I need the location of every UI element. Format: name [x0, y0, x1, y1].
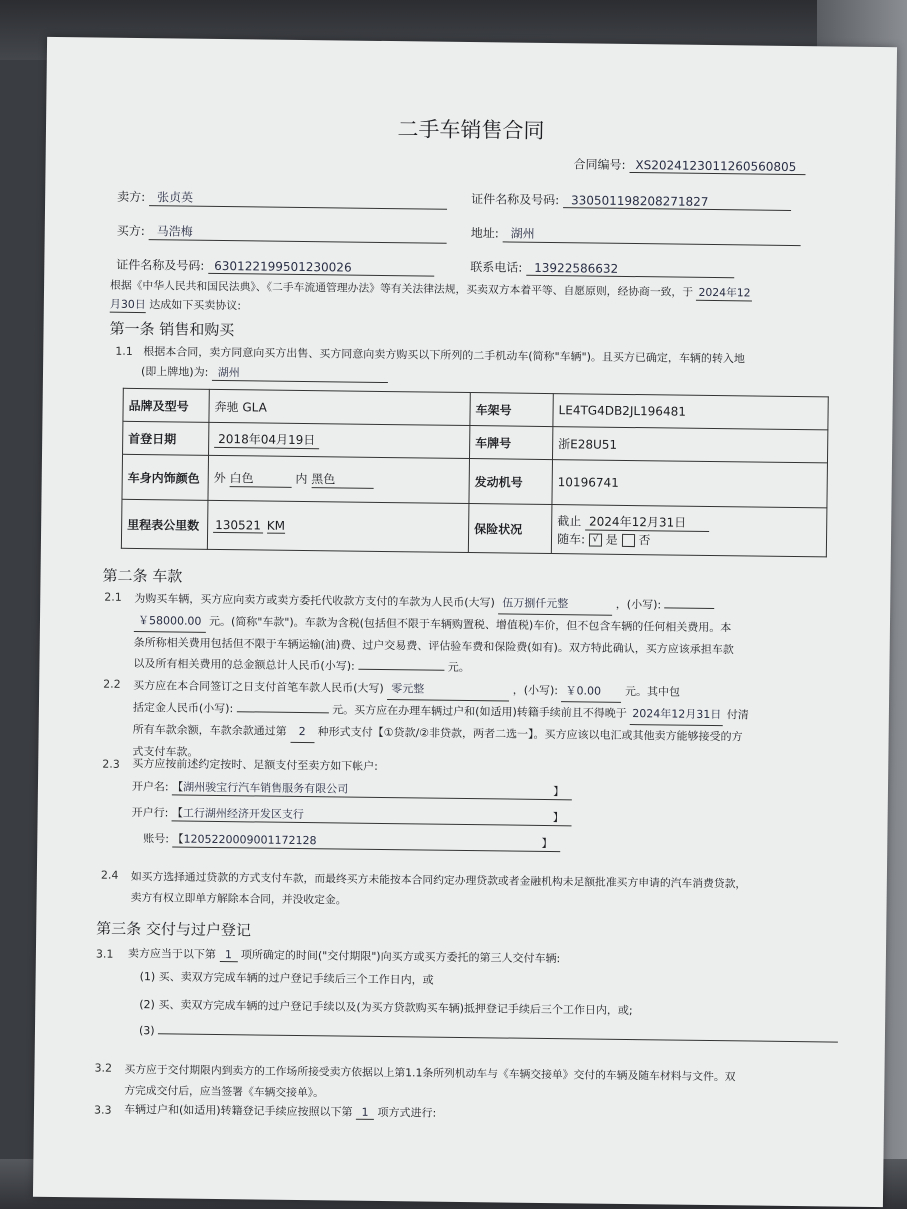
clause-3-3-number: 3.3 [93, 1103, 112, 1117]
color-label: 车身内饰颜色 [122, 454, 209, 500]
clause-2-1-line3: 条所称相关费用包括但不限于车辆运输(油)费、过户交易费、评估验车费和保险费(如有)。双方特此确认，买方应该承担车款 [133, 635, 734, 657]
option-3-blank [158, 1033, 838, 1042]
seller-id-label: 证件名称及号码: [471, 192, 560, 208]
option-3-label: (3) [138, 1024, 155, 1038]
clause-2-4-number: 2.4 [100, 868, 119, 882]
insurance-until-value: 2024年12月31日 [585, 512, 709, 532]
buyer-id-value: 630122199501230026 [208, 259, 434, 277]
with-car-label: 随车: [556, 531, 586, 546]
clause-2-2-line4: 式支付车款。 [132, 744, 199, 759]
clause-3-2-line1: 买方应于交付期限内到卖方的工作场所接受卖方依据以上第1.1条所列机动车与《车辆交接单》交付的车辆及随车材料与文件。双 [124, 1062, 736, 1084]
buyer-phone-row [470, 258, 734, 278]
bracket-open: 【 [171, 806, 183, 820]
delivery-option-1: (1) 买、卖双方完成车辆的过户登记手续后三个工作日内，或 [139, 970, 434, 987]
clause-text: 以及所有相关费用的总金额总计人民币(小写): [133, 656, 355, 673]
inner-color: 黑色 [311, 470, 373, 489]
insurance-label: 保险状况 [468, 504, 552, 554]
inner-label: 内 [295, 471, 308, 487]
clause-text: 项所确定的时间("交付期限")向买方或买方委托的第三人交付车辆: [240, 948, 561, 966]
delivery-option-3 [139, 1024, 838, 1046]
account-number-field [172, 830, 560, 852]
clause-text: 种形式支付【①贷款/②非贷款，两者二选一】。买方应该以电汇或其他卖方能够接受的方 [317, 725, 743, 744]
mileage-value: 130521 [213, 517, 263, 533]
buyer-name: 马浩梅 [149, 222, 447, 244]
buyer-address-row [471, 224, 801, 246]
buyer-address-value: 湖州 [503, 224, 801, 246]
mileage-unit: KM [266, 518, 286, 533]
clause-text: ，(小写): [512, 683, 559, 698]
clause-2-4-line2: 卖方有权立即单方解除本合同，并没收定金。 [130, 890, 347, 907]
buyer-phone-value: 13922586632 [526, 261, 734, 279]
clause-text: 车辆过户和(如适用)转籍登记手续应按照以下第 [123, 1102, 353, 1119]
earnest-blank [237, 711, 329, 713]
clause-text: 括定金人民币(小写): [132, 700, 234, 716]
clause-1-1-line2 [141, 363, 388, 383]
price-in-words: 伍万捌仟元整 [498, 592, 612, 615]
engine-label: 发动机号 [469, 459, 553, 505]
preamble-text: 根据《中华人民共和国民法典》、《二手车流通管理办法》等有关法律法规，买卖双方本着平等、自愿原则，经协商一致，于 [110, 278, 694, 299]
account-number-value: 1205220009001172128 [183, 832, 317, 848]
article1-heading: 第一条 销售和购买 [109, 319, 235, 340]
reg-date-label: 首登日期 [123, 421, 209, 455]
deposit-in-words: 零元整 [387, 678, 509, 701]
article3-heading: 第三条 交付与过户登记 [96, 919, 252, 940]
clause-2-3-number: 2.3 [102, 757, 120, 771]
clause-text: 元。其中包 [624, 684, 681, 699]
brand-label: 品牌及型号 [123, 388, 209, 422]
delivery-item: 1 [219, 948, 237, 962]
clause-2-1 [133, 588, 834, 683]
yes-checkbox-checked[interactable]: √ [589, 533, 602, 546]
total-blank [358, 669, 444, 671]
clause-2-4-line1: 如买方选择通过贷款的方式支付车款，而最终买方未能按本合同约定办理贷款或者金融机构未足额批准买方申请的汽车消费贷款， [130, 869, 747, 891]
seller-id-row [471, 190, 791, 211]
vin-value: LE4TG4DB2JL196481 [553, 394, 828, 430]
clause-3-1-line1 [128, 945, 561, 966]
vin-label: 车架号 [470, 393, 553, 427]
clause-3-1-number: 3.1 [95, 947, 114, 961]
clause-text: 买方应在本合同签订之日支付首笔车款人民币(大写) [133, 678, 384, 696]
plate-value: 浙E28U51 [552, 427, 827, 463]
clause-3-2-line2: 方完成交付后，应当签署《车辆交接单》。 [124, 1083, 325, 1100]
brand-value: 奔驰 GLA [209, 389, 470, 425]
seller-label: 卖方: [117, 189, 146, 205]
clause-3-2 [124, 1059, 735, 1108]
no-checkbox[interactable] [621, 533, 634, 546]
article2-heading: 第二条 车款 [102, 566, 183, 586]
deposit-in-figures: ￥0.00 [561, 680, 621, 703]
table-row [121, 499, 827, 557]
bank-row [132, 804, 572, 826]
payment-deadline: 2024年12月31日 [630, 703, 723, 726]
transfer-item: 1 [356, 1106, 374, 1120]
mileage-label: 里程表公里数 [121, 499, 208, 549]
bank-label: 开户行: [131, 805, 169, 820]
payment-method: 2 [290, 721, 314, 743]
seller-row [117, 188, 447, 210]
preamble-date-a: 2024年12 [696, 285, 752, 302]
insurance-until-label: 截止 [557, 513, 582, 528]
contract-number [574, 155, 806, 175]
price-lower-blank [665, 607, 715, 609]
insurance-cell [551, 505, 827, 557]
preamble-date-b: 月30日 [109, 297, 146, 312]
bracket-close: 】 [552, 811, 564, 825]
price-in-figures: ￥58000.00 [134, 610, 206, 633]
yes-label: 是 [605, 532, 618, 547]
clause-text: 元。买方应在办理车辆过户和(如适用)转籍手续前且不得晚于 [332, 703, 627, 720]
bracket-close: 】 [553, 785, 565, 799]
buyer-row [117, 222, 447, 244]
reg-date-cell [209, 422, 470, 458]
clause-text: 根据本合同，卖方同意向买方出售、买方同意向卖方购买以下所列的二手机动车(简称"车辆")。且买方已确定，车辆的转入地 [143, 345, 746, 366]
buyer-label: 买方: [116, 223, 145, 239]
buyer-phone-label: 联系电话: [470, 260, 523, 275]
outer-color: 白色 [229, 469, 291, 488]
bracket-open: 【 [172, 780, 184, 794]
clause-text: 元。 [447, 660, 470, 675]
clause-text: 所有车款余额，车款余款通过第 [132, 722, 287, 738]
clause-2-3-text: 买方应按前述约定按时、足额支付至卖方如下帐户: [132, 756, 379, 773]
bracket-open: 【 [172, 832, 184, 846]
contract-title: 二手车销售合同 [397, 117, 545, 143]
clause-number: 1.1 [115, 344, 133, 358]
clause-text: 付清 [726, 708, 749, 722]
vehicle-table [121, 388, 829, 558]
clause-text: (即上牌地)为: [140, 365, 209, 379]
clause-1-1-line1 [115, 343, 745, 367]
clause-3-2-number: 3.2 [94, 1061, 113, 1075]
no-label: 否 [638, 532, 651, 547]
preamble-line2 [110, 296, 241, 315]
clause-2-1-number: 2.1 [104, 590, 122, 604]
clause-text: 项方式进行: [377, 1105, 437, 1120]
bank-field [172, 804, 572, 826]
with-car [557, 530, 821, 550]
bank-value: 工行湖州经济开发区支行 [182, 806, 304, 822]
outer-label: 外 [213, 470, 226, 486]
clause-text: 元。(简称"车款")。车款为含税(包括但不限于车辆购置税、增值税)车价，但不包含车辆的任何相关费用。本 [208, 614, 732, 635]
contract-number-value: XS2024123011260560805 [629, 158, 805, 175]
account-number-row [143, 830, 560, 852]
clause-text: 为购买车辆，买方应向卖方或卖方委托代收款方支付的车款为人民币(大写) [134, 591, 495, 610]
reg-date-value: 2018年04月19日 [214, 430, 319, 449]
plate-label: 车牌号 [469, 426, 552, 460]
seller-id-value: 330501198208271827 [563, 193, 791, 211]
contract-number-label: 合同编号: [573, 157, 626, 172]
preamble-post: 达成如下买卖协议: [149, 298, 242, 313]
buyer-address-label: 地址: [470, 226, 499, 241]
contract-paper [33, 37, 897, 1207]
seller-name: 张贞英 [149, 188, 447, 210]
account-number-label: 账号: [143, 832, 170, 846]
account-name-row [132, 778, 572, 800]
buyer-id-row [116, 256, 434, 277]
account-name-label: 开户名: [131, 779, 169, 794]
bracket-close: 】 [541, 836, 553, 851]
clause-2-4 [130, 866, 746, 916]
clause-text: 卖方应当于以下第 [127, 946, 216, 961]
delivery-option-2: (2) 买、卖双方完成车辆的过户登记手续以及(为买方贷款购买车辆)抵押登记手续后三个工作日内，或; [139, 998, 633, 1018]
buyer-id-label: 证件名称及号码: [116, 257, 205, 273]
clause-text: ，(小写): [615, 597, 662, 612]
transfer-place: 湖州 [212, 364, 388, 383]
account-name-value: 湖州骏宝行汽车销售服务有限公司 [183, 780, 349, 796]
account-name-field [172, 778, 572, 800]
mileage-cell [207, 500, 469, 552]
engine-value: 10196741 [552, 460, 828, 508]
clause-2-2-number: 2.2 [103, 677, 121, 691]
color-cell [208, 455, 470, 503]
clause-3-3-line1 [124, 1101, 436, 1121]
